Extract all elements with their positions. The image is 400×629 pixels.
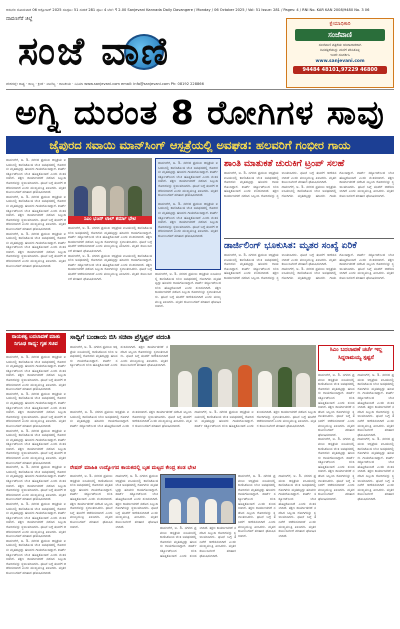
story-body <box>224 171 394 237</box>
center-story-body <box>70 345 168 407</box>
lead-story-text: ದಾವಣಗೆರೆ, ಅ. 5- ನಗರದ ಪ್ರಮುಖ ಆಸ್ಪತ್ರೆಯ ಐಸಿಯುನಲ್ಲಿ ಕಾಣಿಸಿಕೊಂಡ ಬೆಂಕಿ ಅವಘಡದಲ್ಲಿ ರೋಗಿಗಳು ಮೃತಪಟ್ಟಿದ್ದು ಹಲವರು ಗಾಯಗೊಂಡಿದ್ದಾರೆ. ಶಾರ್ಟ್ ಸರ್ಕ್ಯೂಟ್‌ನಿಂದ ಬೆಂಕಿ ಹೊತ್ತಿಕೊಂಡಿದೆ ಎಂದು ಶಂಕಿಸಲಾಗಿದೆ. ತಕ್ಷಣ ಕಾರ್ಯಾಚರಣೆ ನಡೆಸಿದ ಸಿಬ್ಬಂದಿ ರೋಗಿಗಳನ್ನು ಸ್ಥಳಾಂತರಿಸಿದರು. ಘಟನೆ ಬಗ್ಗೆ ತನಿಖೆಗೆ ಆದೇಶಿಸಲಾಗಿದೆ ಎಂದು ಮುಖ್ಯಮಂತ್ರಿ ತಿಳಿಸಿದರು. ಮೃತರ ಕುಟುಂಬಗಳಿಗೆ ಪರಿಹಾರ ಘೋಷಿಸಲಾಗಿದೆ. <box>6 231 66 268</box>
story-text: ದಾವಣಗೆರೆ, ಅ. 5- ನಗರದ ಪ್ರಮುಖ ಆಸ್ಪತ್ರೆಯ ಐಸಿಯುನಲ್ಲಿ ಕಾಣಿಸಿಕೊಂಡ ಬೆಂಕಿ ಅವಘಡದಲ್ಲಿ ರೋಗಿಗಳು ಮೃತಪಟ್ಟಿದ್ದು ಹಲವರು ಗಾಯಗೊಂಡಿದ್ದಾರೆ. ಶಾರ್ಟ್ ಸರ್ಕ್ಯೂಟ್‌ನಿಂದ ಬೆಂಕಿ ಹೊತ್ತಿಕೊಂಡಿದೆ ಎಂದು ಶಂಕಿಸಲಾಗಿದೆ. ತಕ್ಷಣ ಕಾರ್ಯಾಚರಣೆ ನಡೆಸಿದ ಸಿಬ್ಬಂದಿ ರೋಗಿಗಳನ್ನು ಸ್ಥಳಾಂತರಿಸಿದರು. ಘಟನೆ ಬಗ್ಗೆ ತನಿಖೆಗೆ ಆದೇಶಿಸಲಾಗಿದೆ ಎಂದು ಮುಖ್ಯಮಂತ್ರಿ ತಿಳಿಸಿದರು. ಮೃತರ ಕುಟುಂಬಗಳಿಗೆ ಪರಿಹಾರ ಘೋಷಿಸಲಾಗಿದೆ. <box>318 373 355 437</box>
promo-lines <box>287 43 393 58</box>
sections-subline: ದೇಶದಲ್ಲೇ ರಾಷ್ಟ್ರ · ರಾಜ್ಯ · ಕ್ರೀಡೆ · ವಾಣಿಜ್ಯ · ರಾಜಕೀಯ · ಸಿನಿಮಾ www.sanjevani.com email: info@sanjevani.com Ph: 08192 228866 <box>6 82 394 90</box>
left-red-headline: ನಾಯಕತ್ವ ಬದಲಾವಣೆ ಮಾತು ನಿಗೂಢ ಸಾಧ್ಯ: ಗೃಹ ಸಚಿವ <box>6 333 66 353</box>
story-text: ದಾವಣಗೆರೆ, ಅ. 5- ನಗರದ ಪ್ರಮುಖ ಆಸ್ಪತ್ರೆಯ ಐಸಿಯುನಲ್ಲಿ ಕಾಣಿಸಿಕೊಂಡ ಬೆಂಕಿ ಅವಘಡದಲ್ಲಿ ರೋಗಿಗಳು ಮೃತಪಟ್ಟಿದ್ದು ಹಲವರು ಗಾಯಗೊಂಡಿದ್ದಾರೆ. ಶಾರ್ಟ್ ಸರ್ಕ್ಯೂಟ್‌ನಿಂದ ಬೆಂಕಿ ಹೊತ್ತಿಕೊಂಡಿದೆ ಎಂದು ಶಂಕಿಸಲಾಗಿದೆ. ತಕ್ಷಣ ಕಾರ್ಯಾಚರಣೆ ನಡೆಸಿದ ಸಿಬ್ಬಂದಿ ರೋಗಿಗಳನ್ನು ಸ್ಥಳಾಂತರಿಸಿದರು. ಘಟನೆ ಬಗ್ಗೆ ತನಿಖೆಗೆ ಆದೇಶಿಸಲಾಗಿದೆ ಎಂದು ಮುಖ್ಯಮಂತ್ರಿ ತಿಳಿಸಿದರು. ಮೃತರ ಕುಟುಂಬಗಳಿಗೆ ಪರಿಹಾರ ಘೋಷಿಸಲಾಗಿದೆ. <box>155 272 221 309</box>
story-text: ದಾವಣಗೆರೆ, ಅ. 5- ನಗರದ ಪ್ರಮುಖ ಆಸ್ಪತ್ರೆಯ ಐಸಿಯುನಲ್ಲಿ ಕಾಣಿಸಿಕೊಂಡ ಬೆಂಕಿ ಅವಘಡದಲ್ಲಿ ರೋಗಿಗಳು ಮೃತಪಟ್ಟಿದ್ದು ಹಲವರು ಗಾಯಗೊಂಡಿದ್ದಾರೆ. ಶಾರ್ಟ್ ಸರ್ಕ್ಯೂಟ್‌ನಿಂದ ಬೆಂಕಿ ಹೊತ್ತಿಕೊಂಡಿದೆ ಎಂದು ಶಂಕಿಸಲಾಗಿದೆ. ತಕ್ಷಣ ಕಾರ್ಯಾಚರಣೆ ನಡೆಸಿದ ಸಿಬ್ಬಂದಿ ರೋಗಿಗಳನ್ನು ಸ್ಥಳಾಂತರಿಸಿದರು. ಘಟನೆ ಬಗ್ಗೆ ತನಿಖೆಗೆ ಆದೇಶಿಸಲಾಗಿದೆ ಎಂದು ಮುಖ್ಯಮಂತ್ರಿ ತಿಳಿಸಿದರು. ಮೃತರ ಕುಟುಂಬಗಳಿಗೆ ಪರಿಹಾರ ಘೋಷಿಸಲಾಗಿದೆ. <box>6 428 66 465</box>
story-headline: ರೇಷನ್ ಮಾಹಿತಿ ಉದ್ಯೋಗದ ಕಾಯಕದಲ್ಲಿ ಬೃಹ ಮಟ್ಟದ ಕೇಂದ್ರ ತಂಡ ಭೇಟಿ <box>70 465 197 471</box>
story-headline: ಡಾರ್ಜಿಲಿಂಗ್ ಭೂಕುಸಿತ: ಮೃತರ ಸಂಖ್ಯೆ ಏರಿಕೆ <box>224 241 357 251</box>
story-text: ದಾವಣಗೆರೆ, ಅ. 5- ನಗರದ ಪ್ರಮುಖ ಆಸ್ಪತ್ರೆಯ ಐಸಿಯುನಲ್ಲಿ ಕಾಣಿಸಿಕೊಂಡ ಬೆಂಕಿ ಅವಘಡದಲ್ಲಿ ರೋಗಿಗಳು ಮೃತಪಟ್ಟಿದ್ದು ಹಲವರು ಗಾಯಗೊಂಡಿದ್ದಾರೆ. ಶಾರ್ಟ್ ಸರ್ಕ್ಯೂಟ್‌ನಿಂದ ಬೆಂಕಿ ಹೊತ್ತಿಕೊಂಡಿದೆ ಎಂದು ಶಂಕಿಸಲಾಗಿದೆ. ತಕ್ಷಣ ಕಾರ್ಯಾಚರಣೆ ನಡೆಸಿದ ಸಿಬ್ಬಂದಿ ರೋಗಿಗಳನ್ನು ಸ್ಥಳಾಂತರಿಸಿದರು. ಘಟನೆ ಬಗ್ಗೆ ತನಿಖೆಗೆ ಆದೇಶಿಸಲಾಗಿದೆ ಎಂದು ಮುಖ್ಯಮಂತ್ರಿ ತಿಳಿಸಿದರು. ಮೃತರ ಕುಟುಂಬಗಳಿಗೆ ಪರಿಹಾರ ಘೋಷಿಸಲಾಗಿದೆ. <box>70 345 168 368</box>
promo-line: ಸಂಜೆವಾಣಿ ಪತ್ರಿಕೆಯ ಚಂದಾದಾರರಾಗಿ <box>318 43 362 47</box>
story-text: ದಾವಣಗೆರೆ, ಅ. 5- ನಗರದ ಪ್ರಮುಖ ಆಸ್ಪತ್ರೆಯ ಐಸಿಯುನಲ್ಲಿ ಕಾಣಿಸಿಕೊಂಡ ಬೆಂಕಿ ಅವಘಡದಲ್ಲಿ ರೋಗಿಗಳು ಮೃತಪಟ್ಟಿದ್ದು ಹಲವರು ಗಾಯಗೊಂಡಿದ್ದಾರೆ. ಶಾರ್ಟ್ ಸರ್ಕ್ಯೂಟ್‌ನಿಂದ ಬೆಂಕಿ ಹೊತ್ತಿಕೊಂಡಿದೆ ಎಂದು ಶಂಕಿಸಲಾಗಿದೆ. ತಕ್ಷಣ ಕಾರ್ಯಾಚರಣೆ ನಡೆಸಿದ ಸಿಬ್ಬಂದಿ ರೋಗಿಗಳನ್ನು ಸ್ಥಳಾಂತರಿಸಿದರು. ಘಟನೆ ಬಗ್ಗೆ ತನಿಖೆಗೆ ಆದೇಶಿಸಲಾಗಿದೆ ಎಂದು ಮುಖ್ಯಮಂತ್ರಿ ತಿಳಿಸಿದರು. ಮೃತರ ಕುಟುಂಬಗಳಿಗೆ ಪರಿಹಾರ ಘೋಷಿಸಲಾಗಿದೆ. <box>6 502 66 539</box>
logo-text: ಸಂಜೆ ವಾಣಿ <box>18 28 171 73</box>
center-banner-headline: ಸಾಧ್ವಿಗೆ ಬಂಡಾಯ ಬಿಸಿ ಸಚಿವಾ ಪ್ರೆಸ್ಕ್ರಿಪ್ಷನ್ ವದಂತಿ <box>70 334 171 341</box>
story-text: ದಾವಣಗೆರೆ, ಅ. 5- ನಗರದ ಪ್ರಮುಖ ಆಸ್ಪತ್ರೆಯ ಐಸಿಯುನಲ್ಲಿ ಕಾಣಿಸಿಕೊಂಡ ಬೆಂಕಿ ಅವಘಡದಲ್ಲಿ ರೋಗಿಗಳು ಮೃತಪಟ್ಟಿದ್ದು ಹಲವರು ಗಾಯಗೊಂಡಿದ್ದಾರೆ. ಶಾರ್ಟ್ ಸರ್ಕ್ಯೂಟ್‌ನಿಂದ ಬೆಂಕಿ ಹೊತ್ತಿಕೊಂಡಿದೆ ಎಂದು ಶಂಕಿಸಲಾಗಿದೆ. ತಕ್ಷಣ ಕಾರ್ಯಾಚರಣೆ ನಡೆಸಿದ ಸಿಬ್ಬಂದಿ ರೋಗಿಗಳನ್ನು ಸ್ಥಳಾಂತರಿಸಿದರು. ಘಟನೆ ಬಗ್ಗೆ ತನಿಖೆಗೆ ಆದೇಶಿಸಲಾಗಿದೆ ಎಂದು ಮುಖ್ಯಮಂತ್ರಿ ತಿಳಿಸಿದರು. ಮೃತರ ಕುಟುಂಬಗಳಿಗೆ ಪರಿಹಾರ ಘೋಷಿಸಲಾಗಿದೆ. <box>224 171 337 198</box>
lead-story-column <box>6 158 66 328</box>
column-text <box>155 272 221 328</box>
story-text: ದಾವಣಗೆರೆ, ಅ. 5- ನಗರದ ಪ್ರಮುಖ ಆಸ್ಪತ್ರೆಯ ಐಸಿಯುನಲ್ಲಿ ಕಾಣಿಸಿಕೊಂಡ ಬೆಂಕಿ ಅವಘಡದಲ್ಲಿ ರೋಗಿಗಳು ಮೃತಪಟ್ಟಿದ್ದು ಹಲವರು ಗಾಯಗೊಂಡಿದ್ದಾರೆ. ಶಾರ್ಟ್ ಸರ್ಕ್ಯೂಟ್‌ನಿಂದ ಬೆಂಕಿ ಹೊತ್ತಿಕೊಂಡಿದೆ ಎಂದು ಶಂಕಿಸಲಾಗಿದೆ. ತಕ್ಷಣ ಕಾರ್ಯಾಚರಣೆ ನಡೆಸಿದ ಸಿಬ್ಬಂದಿ ರೋಗಿಗಳನ್ನು ಸ್ಥಳಾಂತರಿಸಿದರು. ಘಟನೆ ಬಗ್ಗೆ ತನಿಖೆಗೆ ಆದೇಶಿಸಲಾಗಿದೆ ಎಂದು ಮುಖ್ಯಮಂತ್ರಿ ತಿಳಿಸಿದರು. ಮೃತರ ಕುಟುಂಬಗಳಿಗೆ ಪರಿಹಾರ ಘೋಷಿಸಲಾಗಿದೆ. <box>278 474 316 538</box>
story-text: ದಾವಣಗೆರೆ, ಅ. 5- ನಗರದ ಪ್ರಮುಖ ಆಸ್ಪತ್ರೆಯ ಐಸಿಯುನಲ್ಲಿ ಕಾಣಿಸಿಕೊಂಡ ಬೆಂಕಿ ಅವಘಡದಲ್ಲಿ ರೋಗಿಗಳು ಮೃತಪಟ್ಟಿದ್ದು ಹಲವರು ಗಾಯಗೊಂಡಿದ್ದಾರೆ. ಶಾರ್ಟ್ ಸರ್ಕ್ಯೂಟ್‌ನಿಂದ ಬೆಂಕಿ ಹೊತ್ತಿಕೊಂಡಿದೆ ಎಂದು ಶಂಕಿಸಲಾಗಿದೆ. ತಕ್ಷಣ ಕಾರ್ಯಾಚರಣೆ ನಡೆಸಿದ ಸಿಬ್ಬಂದಿ ರೋಗಿಗಳನ್ನು ಸ್ಥಳಾಂತರಿಸಿದರು. ಘಟನೆ ಬಗ್ಗೆ ತನಿಖೆಗೆ ಆದೇಶಿಸಲಾಗಿದೆ ಎಂದು ಮುಖ್ಯಮಂತ್ರಿ ತಿಳಿಸಿದರು. ಮೃತರ ಕುಟುಂಬಗಳಿಗೆ ಪರಿಹಾರ ಘೋಷಿಸಲಾಗಿದೆ. <box>6 391 66 428</box>
story-body <box>224 253 394 329</box>
story-text: ದಾವಣಗೆರೆ, ಅ. 5- ನಗರದ ಪ್ರಮುಖ ಆಸ್ಪತ್ರೆಯ ಐಸಿಯುನಲ್ಲಿ ಕಾಣಿಸಿಕೊಂಡ ಬೆಂಕಿ ಅವಘಡದಲ್ಲಿ ರೋಗಿಗಳು ಮೃತಪಟ್ಟಿದ್ದು ಹಲವರು ಗಾಯಗೊಂಡಿದ್ದಾರೆ. ಶಾರ್ಟ್ ಸರ್ಕ್ಯೂಟ್‌ನಿಂದ ಬೆಂಕಿ ಹೊತ್ತಿಕೊಂಡಿದೆ ಎಂದು ಶಂಕಿಸಲಾಗಿದೆ. ತಕ್ಷಣ ಕಾರ್ಯಾಚರಣೆ ನಡೆಸಿದ ಸಿಬ್ಬಂದಿ ರೋಗಿಗಳನ್ನು ಸ್ಥಳಾಂತರಿಸಿದರು. ಘಟನೆ ಬಗ್ಗೆ ತನಿಖೆಗೆ ಆದೇಶಿಸಲಾಗಿದೆ ಎಂದು ಮುಖ್ಯಮಂತ್ರಿ ತಿಳಿಸಿದರು. ಮೃತರ ಕುಟುಂಬಗಳಿಗೆ ಪರಿಹಾರ ಘೋಷಿಸಲಾಗಿದೆ. <box>357 373 394 437</box>
lead-story-text: ದಾವಣಗೆರೆ, ಅ. 5- ನಗರದ ಪ್ರಮುಖ ಆಸ್ಪತ್ರೆಯ ಐಸಿಯುನಲ್ಲಿ ಕಾಣಿಸಿಕೊಂಡ ಬೆಂಕಿ ಅವಘಡದಲ್ಲಿ ರೋಗಿಗಳು ಮೃತಪಟ್ಟಿದ್ದು ಹಲವರು ಗಾಯಗೊಂಡಿದ್ದಾರೆ. ಶಾರ್ಟ್ ಸರ್ಕ್ಯೂಟ್‌ನಿಂದ ಬೆಂಕಿ ಹೊತ್ತಿಕೊಂಡಿದೆ ಎಂದು ಶಂಕಿಸಲಾಗಿದೆ. ತಕ್ಷಣ ಕಾರ್ಯಾಚರಣೆ ನಡೆಸಿದ ಸಿಬ್ಬಂದಿ ರೋಗಿಗಳನ್ನು ಸ್ಥಳಾಂತರಿಸಿದರು. ಘಟನೆ ಬಗ್ಗೆ ತನಿಖೆಗೆ ಆದೇಶಿಸಲಾಗಿದೆ ಎಂದು ಮುಖ್ಯಮಂತ್ರಿ ತಿಳಿಸಿದರು. ಮೃತರ ಕುಟುಂಬಗಳಿಗೆ ಪರಿಹಾರ ಘೋಷಿಸಲಾಗಿದೆ. <box>6 158 66 195</box>
story-text: ದಾವಣಗೆರೆ, ಅ. 5- ನಗರದ ಪ್ರಮುಖ ಆಸ್ಪತ್ರೆಯ ಐಸಿಯುನಲ್ಲಿ ಕಾಣಿಸಿಕೊಂಡ ಬೆಂಕಿ ಅವಘಡದಲ್ಲಿ ರೋಗಿಗಳು ಮೃತಪಟ್ಟಿದ್ದು ಹಲವರು ಗಾಯಗೊಂಡಿದ್ದಾರೆ. ಶಾರ್ಟ್ ಸರ್ಕ್ಯೂಟ್‌ನಿಂದ ಬೆಂಕಿ ಹೊತ್ತಿಕೊಂಡಿದೆ ಎಂದು ಶಂಕಿಸಲಾಗಿದೆ. ತಕ್ಷಣ ಕಾರ್ಯಾಚರಣೆ ನಡೆಸಿದ ಸಿಬ್ಬಂದಿ ರೋಗಿಗಳನ್ನು ಸ್ಥಳಾಂತರಿಸಿದರು. ಘಟನೆ ಬಗ್ಗೆ ತನಿಖೆಗೆ ಆದೇಶಿಸಲಾಗಿದೆ ಎಂದು ಮುಖ್ಯಮಂತ್ರಿ ತಿಳಿಸಿದರು. ಮೃತರ ಕುಟುಂಬಗಳಿಗೆ ಪರಿಹಾರ ಘೋಷಿಸಲಾಗಿದೆ. <box>281 253 394 280</box>
story-text: ದಾವಣಗೆರೆ, ಅ. 5- ನಗರದ ಪ್ರಮುಖ ಆಸ್ಪತ್ರೆಯ ಐಸಿಯುನಲ್ಲಿ ಕಾಣಿಸಿಕೊಂಡ ಬೆಂಕಿ ಅವಘಡದಲ್ಲಿ ರೋಗಿಗಳು ಮೃತಪಟ್ಟಿದ್ದು ಹಲವರು ಗಾಯಗೊಂಡಿದ್ದಾರೆ. ಶಾರ್ಟ್ ಸರ್ಕ್ಯೂಟ್‌ನಿಂದ ಬೆಂಕಿ ಹೊತ್ತಿಕೊಂಡಿದೆ ಎಂದು ಶಂಕಿಸಲಾಗಿದೆ. ತಕ್ಷಣ ಕಾರ್ಯಾಚರಣೆ ನಡೆಸಿದ ಸಿಬ್ಬಂದಿ ರೋಗಿಗಳನ್ನು ಸ್ಥಳಾಂತರಿಸಿದರು. ಘಟನೆ ಬಗ್ಗೆ ತನಿಖೆಗೆ ಆದೇಶಿಸಲಾಗಿದೆ ಎಂದು ಮುಖ್ಯಮಂತ್ರಿ ತಿಳಿಸಿದರು. ಮೃತರ ಕುಟುಂಬಗಳಿಗೆ ಪರಿಹಾರ ಘೋಷಿಸಲಾಗಿದೆ. <box>318 437 355 502</box>
lead-photo <box>68 158 152 216</box>
promo-head: ಕ್ಷೇಮಾಧಿಕಾರಿ <box>329 21 351 27</box>
lead-photo-caption: ಸಿಎಂ ಭಜನ್ ಲಾಲ್ ಶರ್ಮಾ ಭೇಟಿ <box>68 216 152 224</box>
story-text: ದಾವಣಗೆರೆ, ಅ. 5- ನಗರದ ಪ್ರಮುಖ ಆಸ್ಪತ್ರೆಯ ಐಸಿಯುನಲ್ಲಿ ಕಾಣಿಸಿಕೊಂಡ ಬೆಂಕಿ ಅವಘಡದಲ್ಲಿ ರೋಗಿಗಳು ಮೃತಪಟ್ಟಿದ್ದು ಹಲವರು ಗಾಯಗೊಂಡಿದ್ದಾರೆ. ಶಾರ್ಟ್ ಸರ್ಕ್ಯೂಟ್‌ನಿಂದ ಬೆಂಕಿ ಹೊತ್ತಿಕೊಂಡಿದೆ ಎಂದು ಶಂಕಿಸಲಾಗಿದೆ. ತಕ್ಷಣ ಕಾರ್ಯಾಚರಣೆ ನಡೆಸಿದ ಸಿಬ್ಬಂದಿ ರೋಗಿಗಳನ್ನು ಸ್ಥಳಾಂತರಿಸಿದರು. ಘಟನೆ ಬಗ್ಗೆ ತನಿಖೆಗೆ ಆದೇಶಿಸಲಾಗಿದೆ ಎಂದು ಮುಖ್ಯಮಂತ್ರಿ ತಿಳಿಸಿದರು. ಮೃತರ ಕುಟುಂಬಗಳಿಗೆ ಪರಿಹಾರ ಘೋಷಿಸಲಾಗಿದೆ. <box>6 355 66 392</box>
story-text: ದಾವಣಗೆರೆ, ಅ. 5- ನಗರದ ಪ್ರಮುಖ ಆಸ್ಪತ್ರೆಯ ಐಸಿಯುನಲ್ಲಿ ಕಾಣಿಸಿಕೊಂಡ ಬೆಂಕಿ ಅವಘಡದಲ್ಲಿ ರೋಗಿಗಳು ಮೃತಪಟ್ಟಿದ್ದು ಹಲವರು ಗಾಯಗೊಂಡಿದ್ದಾರೆ. ಶಾರ್ಟ್ ಸರ್ಕ್ಯೂಟ್‌ನಿಂದ ಬೆಂಕಿ ಹೊತ್ತಿಕೊಂಡಿದೆ ಎಂದು ಶಂಕಿಸಲಾಗಿದೆ. ತಕ್ಷಣ ಕಾರ್ಯಾಚರಣೆ ನಡೆಸಿದ ಸಿಬ್ಬಂದಿ ರೋಗಿಗಳನ್ನು ಸ್ಥಳಾಂತರಿಸಿದರು. ಘಟನೆ ಬಗ್ಗೆ ತನಿಖೆಗೆ ಆದೇಶಿಸಲಾಗಿದೆ ಎಂದು ಮುಖ್ಯಮಂತ್ರಿ ತಿಳಿಸಿದರು. ಮೃತರ ಕುಟುಂಬಗಳಿಗೆ ಪರಿಹಾರ ಘೋಷಿಸಲಾಗಿದೆ. <box>194 410 316 428</box>
story-text: ದಾವಣಗೆರೆ, ಅ. 5- ನಗರದ ಪ್ರಮುಖ ಆಸ್ಪತ್ರೆಯ ಐಸಿಯುನಲ್ಲಿ ಕಾಣಿಸಿಕೊಂಡ ಬೆಂಕಿ ಅವಘಡದಲ್ಲಿ ರೋಗಿಗಳು ಮೃತಪಟ್ಟಿದ್ದು ಹಲವರು ಗಾಯಗೊಂಡಿದ್ದಾರೆ. ಶಾರ್ಟ್ ಸರ್ಕ್ಯೂಟ್‌ನಿಂದ ಬೆಂಕಿ ಹೊತ್ತಿಕೊಂಡಿದೆ ಎಂದು ಶಂಕಿಸಲಾಗಿದೆ. ತಕ್ಷಣ ಕಾರ್ಯಾಚರಣೆ ನಡೆಸಿದ ಸಿಬ್ಬಂದಿ ರೋಗಿಗಳನ್ನು ಸ್ಥಳಾಂತರಿಸಿದರು. ಘಟನೆ ಬಗ್ಗೆ ತನಿಖೆಗೆ ಆದೇಶಿಸಲಾಗಿದೆ ಎಂದು ಮುಖ್ಯಮಂತ್ರಿ ತಿಳಿಸಿದರು. ಮೃತರ ಕುಟುಂಬಗಳಿಗೆ ಪರಿಹಾರ ಘೋಷಿಸಲಾಗಿದೆ. <box>6 538 66 575</box>
lead-headline: ಅಗ್ನಿ ದುರಂತ 8 ರೋಗಿಗಳ ಸಾವು <box>15 93 385 132</box>
story-text: ದಾವಣಗೆರೆ, ಅ. 5- ನಗರದ ಪ್ರಮುಖ ಆಸ್ಪತ್ರೆಯ ಐಸಿಯುನಲ್ಲಿ ಕಾಣಿಸಿಕೊಂಡ ಬೆಂಕಿ ಅವಘಡದಲ್ಲಿ ರೋಗಿಗಳು ಮೃತಪಟ್ಟಿದ್ದು ಹಲವರು ಗಾಯಗೊಂಡಿದ್ದಾರೆ. ಶಾರ್ಟ್ ಸರ್ಕ್ಯೂಟ್‌ನಿಂದ ಬೆಂಕಿ ಹೊತ್ತಿಕೊಂಡಿದೆ ಎಂದು ಶಂಕಿಸಲಾಗಿದೆ. ತಕ್ಷಣ ಕಾರ್ಯಾಚರಣೆ ನಡೆಸಿದ ಸಿಬ್ಬಂದಿ ರೋಗಿಗಳನ್ನು ಸ್ಥಳಾಂತರಿಸಿದರು. ಘಟನೆ ಬಗ್ಗೆ ತನಿಖೆಗೆ ಆದೇಶಿಸಲಾಗಿದೆ ಎಂದು ಮುಖ್ಯಮಂತ್ರಿ ತಿಳಿಸಿದರು. ಮೃತರ ಕುಟುಂಬಗಳಿಗೆ ಪರಿಹಾರ ಘೋಷಿಸಲಾಗಿದೆ. <box>70 474 113 529</box>
promo-line: ದಿನಪತ್ರಿಕೆಯನ್ನು ಮನೆಗೆ ತರಿಸಿಕೊಳ್ಳಿ <box>320 48 360 52</box>
subscription-promo <box>286 18 394 88</box>
issue-info-strip: ಆಸುನೆಲ ಸೋಮವಾರ 06 ಅಕ್ಟೋಬರ್ 2025 ಸಂಪುಟ: 51 ಸಂಚಿಕೆ 281 ಪುಟ: 4 ಬೆಲೆ: ₹ 2.00 Sanjevani Kannada Daily Davangere / Monday / 06 October 2025 / Vol: 51 Issue: 281 / Pages: 4 / RNI No. KAR KAN 2008/9480 No. 3 06 <box>6 8 370 12</box>
promo-logo: ಸಂಜೆವಾಣಿ <box>295 29 385 41</box>
left-column <box>6 355 66 623</box>
lower-story-body <box>70 474 158 624</box>
info-box-text: ದಾವಣಗೆರೆ, ಅ. 5- ನಗರದ ಪ್ರಮುಖ ಆಸ್ಪತ್ರೆಯ ಐಸಿಯುನಲ್ಲಿ ಕಾಣಿಸಿಕೊಂಡ ಬೆಂಕಿ ಅವಘಡದಲ್ಲಿ ರೋಗಿಗಳು ಮೃತಪಟ್ಟಿದ್ದು ಹಲವರು ಗಾಯಗೊಂಡಿದ್ದಾರೆ. ಶಾರ್ಟ್ ಸರ್ಕ್ಯೂಟ್‌ನಿಂದ ಬೆಂಕಿ ಹೊತ್ತಿಕೊಂಡಿದೆ ಎಂದು ಶಂಕಿಸಲಾಗಿದೆ. ತಕ್ಷಣ ಕಾರ್ಯಾಚರಣೆ ನಡೆಸಿದ ಸಿಬ್ಬಂದಿ ರೋಗಿಗಳನ್ನು ಸ್ಥಳಾಂತರಿಸಿದರು. ಘಟನೆ ಬಗ್ಗೆ ತನಿಖೆಗೆ ಆದೇಶಿಸಲಾಗಿದೆ ಎಂದು ಮುಖ್ಯಮಂತ್ರಿ ತಿಳಿಸಿದರು. ಮೃತರ ಕುಟುಂಬಗಳಿಗೆ ಪರಿಹಾರ ಘೋಷಿಸಲಾಗಿದೆ. <box>158 161 218 198</box>
story-text: ದಾವಣಗೆರೆ, ಅ. 5- ನಗರದ ಪ್ರಮುಖ ಆಸ್ಪತ್ರೆಯ ಐಸಿಯುನಲ್ಲಿ ಕಾಣಿಸಿಕೊಂಡ ಬೆಂಕಿ ಅವಘಡದಲ್ಲಿ ರೋಗಿಗಳು ಮೃತಪಟ್ಟಿದ್ದು ಹಲವರು ಗಾಯಗೊಂಡಿದ್ದಾರೆ. ಶಾರ್ಟ್ ಸರ್ಕ್ಯೂಟ್‌ನಿಂದ ಬೆಂಕಿ ಹೊತ್ತಿಕೊಂಡಿದೆ ಎಂದು ಶಂಕಿಸಲಾಗಿದೆ. ತಕ್ಷಣ ಕಾರ್ಯಾಚರಣೆ ನಡೆಸಿದ ಸಿಬ್ಬಂದಿ ರೋಗಿಗಳನ್ನು ಸ್ಥಳಾಂತರಿಸಿದರು. ಘಟನೆ ಬಗ್ಗೆ ತನಿಖೆಗೆ ಆದೇಶಿಸಲಾಗಿದೆ ಎಂದು ಮುಖ್ಯಮಂತ್ರಿ ತಿಳಿಸಿದರು. ಮೃತರ ಕುಟುಂಬಗಳಿಗೆ ಪರಿಹಾರ ಘೋಷಿಸಲಾಗಿದೆ. <box>68 253 152 281</box>
masthead <box>6 16 394 76</box>
promo-website: www.sanjevani.com <box>315 59 365 64</box>
tagline: ದಾವಣಗೆರೆ ಜಿಲ್ಲೆ <box>6 16 33 22</box>
lower-story-body <box>238 474 316 624</box>
center-story-continued <box>70 410 316 462</box>
story-text: ದಾವಣಗೆರೆ, ಅ. 5- ನಗರದ ಪ್ರಮುಖ ಆಸ್ಪತ್ರೆಯ ಐಸಿಯುನಲ್ಲಿ ಕಾಣಿಸಿಕೊಂಡ ಬೆಂಕಿ ಅವಘಡದಲ್ಲಿ ರೋಗಿಗಳು ಮೃತಪಟ್ಟಿದ್ದು ಹಲವರು ಗಾಯಗೊಂಡಿದ್ದಾರೆ. ಶಾರ್ಟ್ ಸರ್ಕ್ಯೂಟ್‌ನಿಂದ ಬೆಂಕಿ ಹೊತ್ತಿಕೊಂಡಿದೆ ಎಂದು ಶಂಕಿಸಲಾಗಿದೆ. ತಕ್ಷಣ ಕಾರ್ಯಾಚರಣೆ ನಡೆಸಿದ ಸಿಬ್ಬಂದಿ ರೋಗಿಗಳನ್ನು ಸ್ಥಳಾಂತರಿಸಿದರು. ಘಟನೆ ಬಗ್ಗೆ ತನಿಖೆಗೆ ಆದೇಶಿಸಲಾಗಿದೆ ಎಂದು ಮುಖ್ಯಮಂತ್ರಿ ತಿಳಿಸಿದರು. ಮೃತರ ಕುಟುಂಬಗಳಿಗೆ ಪರಿಹಾರ ಘೋಷಿಸಲಾಗಿದೆ. <box>281 171 394 198</box>
story-text: ದಾವಣಗೆರೆ, ಅ. 5- ನಗರದ ಪ್ರಮುಖ ಆಸ್ಪತ್ರೆಯ ಐಸಿಯುನಲ್ಲಿ ಕಾಣಿಸಿಕೊಂಡ ಬೆಂಕಿ ಅವಘಡದಲ್ಲಿ ರೋಗಿಗಳು ಮೃತಪಟ್ಟಿದ್ದು ಹಲವರು ಗಾಯಗೊಂಡಿದ್ದಾರೆ. ಶಾರ್ಟ್ ಸರ್ಕ್ಯೂಟ್‌ನಿಂದ ಬೆಂಕಿ ಹೊತ್ತಿಕೊಂಡಿದೆ ಎಂದು ಶಂಕಿಸಲಾಗಿದೆ. ತಕ್ಷಣ ಕಾರ್ಯಾಚರಣೆ ನಡೆಸಿದ ಸಿಬ್ಬಂದಿ ರೋಗಿಗಳನ್ನು ಸ್ಥಳಾಂತರಿಸಿದರು. ಘಟನೆ ಬಗ್ಗೆ ತನಿಖೆಗೆ ಆದೇಶಿಸಲಾಗಿದೆ ಎಂದು ಮುಖ್ಯಮಂತ್ರಿ ತಿಳಿಸಿದರು. ಮೃತರ ಕುಟುಂಬಗಳಿಗೆ ಪರಿಹಾರ ಘೋಷಿಸಲಾಗಿದೆ. <box>238 474 276 538</box>
promo-line: ಇಂದೇ ಸಂಪರ್ಕಿಸಿ <box>330 53 350 57</box>
story-text: ದಾವಣಗೆರೆ, ಅ. 5- ನಗರದ ಪ್ರಮುಖ ಆಸ್ಪತ್ರೆಯ ಐಸಿಯುನಲ್ಲಿ ಕಾಣಿಸಿಕೊಂಡ ಬೆಂಕಿ ಅವಘಡದಲ್ಲಿ ರೋಗಿಗಳು ಮೃತಪಟ್ಟಿದ್ದು ಹಲವರು ಗಾಯಗೊಂಡಿದ್ದಾರೆ. ಶಾರ್ಟ್ ಸರ್ಕ್ಯೂಟ್‌ನಿಂದ ಬೆಂಕಿ ಹೊತ್ತಿಕೊಂಡಿದೆ ಎಂದು ಶಂಕಿಸಲಾಗಿದೆ. ತಕ್ಷಣ ಕಾರ್ಯಾಚರಣೆ ನಡೆಸಿದ ಸಿಬ್ಬಂದಿ ರೋಗಿಗಳನ್ನು ಸ್ಥಳಾಂತರಿಸಿದರು. ಘಟನೆ ಬಗ್ಗೆ ತನಿಖೆಗೆ ಆದೇಶಿಸಲಾಗಿದೆ ಎಂದು ಮುಖ್ಯಮಂತ್ರಿ ತಿಳಿಸಿದರು. ಮೃತರ ಕುಟುಂಬಗಳಿಗೆ ಪರಿಹಾರ ಘೋಷಿಸಲಾಗಿದೆ. <box>70 410 192 428</box>
lower-story-body <box>160 526 236 624</box>
story-text: ದಾವಣಗೆರೆ, ಅ. 5- ನಗರದ ಪ್ರಮುಖ ಆಸ್ಪತ್ರೆಯ ಐಸಿಯುನಲ್ಲಿ ಕಾಣಿಸಿಕೊಂಡ ಬೆಂಕಿ ಅವಘಡದಲ್ಲಿ ರೋಗಿಗಳು ಮೃತಪಟ್ಟಿದ್ದು ಹಲವರು ಗಾಯಗೊಂಡಿದ್ದಾರೆ. ಶಾರ್ಟ್ ಸರ್ಕ್ಯೂಟ್‌ನಿಂದ ಬೆಂಕಿ ಹೊತ್ತಿಕೊಂಡಿದೆ ಎಂದು ಶಂಕಿಸಲಾಗಿದೆ. ತಕ್ಷಣ ಕಾರ್ಯಾಚರಣೆ ನಡೆಸಿದ ಸಿಬ್ಬಂದಿ ರೋಗಿಗಳನ್ನು ಸ್ಥಳಾಂತರಿಸಿದರು. ಘಟನೆ ಬಗ್ಗೆ ತನಿಖೆಗೆ ಆದೇಶಿಸಲಾಗಿದೆ ಎಂದು ಮುಖ್ಯಮಂತ್ರಿ ತಿಳಿಸಿದರು. ಮೃತರ ಕುಟುಂಬಗಳಿಗೆ ಪರಿಹಾರ ಘೋಷಿಸಲಾಗಿದೆ. <box>68 226 152 253</box>
right-column <box>318 373 394 623</box>
lead-story-text: ದಾವಣಗೆರೆ, ಅ. 5- ನಗರದ ಪ್ರಮುಖ ಆಸ್ಪತ್ರೆಯ ಐಸಿಯುನಲ್ಲಿ ಕಾಣಿಸಿಕೊಂಡ ಬೆಂಕಿ ಅವಘಡದಲ್ಲಿ ರೋಗಿಗಳು ಮೃತಪಟ್ಟಿದ್ದು ಹಲವರು ಗಾಯಗೊಂಡಿದ್ದಾರೆ. ಶಾರ್ಟ್ ಸರ್ಕ್ಯೂಟ್‌ನಿಂದ ಬೆಂಕಿ ಹೊತ್ತಿಕೊಂಡಿದೆ ಎಂದು ಶಂಕಿಸಲಾಗಿದೆ. ತಕ್ಷಣ ಕಾರ್ಯಾಚರಣೆ ನಡೆಸಿದ ಸಿಬ್ಬಂದಿ ರೋಗಿಗಳನ್ನು ಸ್ಥಳಾಂತರಿಸಿದರು. ಘಟನೆ ಬಗ್ಗೆ ತನಿಖೆಗೆ ಆದೇಶಿಸಲಾಗಿದೆ ಎಂದು ಮುಖ್ಯಮಂತ್ರಿ ತಿಳಿಸಿದರು. ಮೃತರ ಕುಟುಂಬಗಳಿಗೆ ಪರಿಹಾರ ಘೋಷಿಸಲಾಗಿದೆ. <box>6 194 66 231</box>
info-box <box>155 158 221 270</box>
lead-sub-headline: ಜೈಪುರದ ಸವಾಯಿ ಮಾನ್‌ಸಿಂಗ್ ಆಸ್ಪತ್ರೆಯಲ್ಲಿ ಅವಘಡ: ಹಲವರಿಗೆ ಗಂಭೀರ ಗಾಯ <box>6 136 394 154</box>
story-headline: ಶಾಂತಿ ಮಾತುಕತೆ ಚುರುಕಿಗೆ ಟ್ರಂಪ್ ಸಲಹೆ <box>224 159 345 169</box>
right-boxed-headline: ಸಿಎಂ ಬದಲಾವಣೆ ಚರ್ಚೆ ಇಲ್ಲ ಸಿದ್ದರಾಮಯ್ಯ ಸ್ಪಷ್ಟನೆ <box>318 345 394 371</box>
story-text: ದಾವಣಗೆರೆ, ಅ. 5- ನಗರದ ಪ್ರಮುಖ ಆಸ್ಪತ್ರೆಯ ಐಸಿಯುನಲ್ಲಿ ಕಾಣಿಸಿಕೊಂಡ ಬೆಂಕಿ ಅವಘಡದಲ್ಲಿ ರೋಗಿಗಳು ಮೃತಪಟ್ಟಿದ್ದು ಹಲವರು ಗಾಯಗೊಂಡಿದ್ದಾರೆ. ಶಾರ್ಟ್ ಸರ್ಕ್ಯೂಟ್‌ನಿಂದ ಬೆಂಕಿ ಹೊತ್ತಿಕೊಂಡಿದೆ ಎಂದು ಶಂಕಿಸಲಾಗಿದೆ. ತಕ್ಷಣ ಕಾರ್ಯಾಚರಣೆ ನಡೆಸಿದ ಸಿಬ್ಬಂದಿ ರೋಗಿಗಳನ್ನು ಸ್ಥಳಾಂತರಿಸಿದರು. ಘಟನೆ ಬಗ್ಗೆ ತನಿಖೆಗೆ ಆದೇಶಿಸಲಾಗಿದೆ ಎಂದು ಮುಖ್ಯಮಂತ್ರಿ ತಿಳಿಸಿದರು. ಮೃತರ ಕುಟುಂಬಗಳಿಗೆ ಪರಿಹಾರ ಘೋಷಿಸಲಾಗಿದೆ. <box>160 526 236 558</box>
lower-photo <box>160 474 236 524</box>
story-text: ದಾವಣಗೆರೆ, ಅ. 5- ನಗರದ ಪ್ರಮುಖ ಆಸ್ಪತ್ರೆಯ ಐಸಿಯುನಲ್ಲಿ ಕಾಣಿಸಿಕೊಂಡ ಬೆಂಕಿ ಅವಘಡದಲ್ಲಿ ರೋಗಿಗಳು ಮೃತಪಟ್ಟಿದ್ದು ಹಲವರು ಗಾಯಗೊಂಡಿದ್ದಾರೆ. ಶಾರ್ಟ್ ಸರ್ಕ್ಯೂಟ್‌ನಿಂದ ಬೆಂಕಿ ಹೊತ್ತಿಕೊಂಡಿದೆ ಎಂದು ಶಂಕಿಸಲಾಗಿದೆ. ತಕ್ಷಣ ಕಾರ್ಯಾಚರಣೆ ನಡೆಸಿದ ಸಿಬ್ಬಂದಿ ರೋಗಿಗಳನ್ನು ಸ್ಥಳಾಂತರಿಸಿದರು. ಘಟನೆ ಬಗ್ಗೆ ತನಿಖೆಗೆ ಆದೇಶಿಸಲಾಗಿದೆ ಎಂದು ಮುಖ್ಯಮಂತ್ರಿ ತಿಳಿಸಿದರು. ಮೃತರ ಕುಟುಂಬಗಳಿಗೆ ಪರಿಹಾರ ಘೋಷಿಸಲಾಗಿದೆ. <box>6 465 66 502</box>
story-text: ದಾವಣಗೆರೆ, ಅ. 5- ನಗರದ ಪ್ರಮುಖ ಆಸ್ಪತ್ರೆಯ ಐಸಿಯುನಲ್ಲಿ ಕಾಣಿಸಿಕೊಂಡ ಬೆಂಕಿ ಅವಘಡದಲ್ಲಿ ರೋಗಿಗಳು ಮೃತಪಟ್ಟಿದ್ದು ಹಲವರು ಗಾಯಗೊಂಡಿದ್ದಾರೆ. ಶಾರ್ಟ್ ಸರ್ಕ್ಯೂಟ್‌ನಿಂದ ಬೆಂಕಿ ಹೊತ್ತಿಕೊಂಡಿದೆ ಎಂದು ಶಂಕಿಸಲಾಗಿದೆ. ತಕ್ಷಣ ಕಾರ್ಯಾಚರಣೆ ನಡೆಸಿದ ಸಿಬ್ಬಂದಿ ರೋಗಿಗಳನ್ನು ಸ್ಥಳಾಂತರಿಸಿದರು. ಘಟನೆ ಬಗ್ಗೆ ತನಿಖೆಗೆ ಆದೇಶಿಸಲಾಗಿದೆ ಎಂದು ಮುಖ್ಯಮಂತ್ರಿ ತಿಳಿಸಿದರು. ಮೃತರ ಕುಟುಂಬಗಳಿಗೆ ಪರಿಹಾರ ಘೋಷಿಸಲಾಗಿದೆ. <box>224 253 337 280</box>
promo-phone: 94484 48101,97229 46800 <box>293 66 387 74</box>
story-text: ದಾವಣಗೆರೆ, ಅ. 5- ನಗರದ ಪ್ರಮುಖ ಆಸ್ಪತ್ರೆಯ ಐಸಿಯುನಲ್ಲಿ ಕಾಣಿಸಿಕೊಂಡ ಬೆಂಕಿ ಅವಘಡದಲ್ಲಿ ರೋಗಿಗಳು ಮೃತಪಟ್ಟಿದ್ದು ಹಲವರು ಗಾಯಗೊಂಡಿದ್ದಾರೆ. ಶಾರ್ಟ್ ಸರ್ಕ್ಯೂಟ್‌ನಿಂದ ಬೆಂಕಿ ಹೊತ್ತಿಕೊಂಡಿದೆ ಎಂದು ಶಂಕಿಸಲಾಗಿದೆ. ತಕ್ಷಣ ಕಾರ್ಯಾಚರಣೆ ನಡೆಸಿದ ಸಿಬ್ಬಂದಿ ರೋಗಿಗಳನ್ನು ಸ್ಥಳಾಂತರಿಸಿದರು. ಘಟನೆ ಬಗ್ಗೆ ತನಿಖೆಗೆ ಆದೇಶಿಸಲಾಗಿದೆ ಎಂದು ಮುಖ್ಯಮಂತ್ರಿ ತಿಳಿಸಿದರು. ಮೃತರ ಕುಟುಂಬಗಳಿಗೆ ಪರಿಹಾರ ಘೋಷಿಸಲಾಗಿದೆ. <box>357 437 394 502</box>
info-box-text: ದಾವಣಗೆರೆ, ಅ. 5- ನಗರದ ಪ್ರಮುಖ ಆಸ್ಪತ್ರೆಯ ಐಸಿಯುನಲ್ಲಿ ಕಾಣಿಸಿಕೊಂಡ ಬೆಂಕಿ ಅವಘಡದಲ್ಲಿ ರೋಗಿಗಳು ಮೃತಪಟ್ಟಿದ್ದು ಹಲವರು ಗಾಯಗೊಂಡಿದ್ದಾರೆ. ಶಾರ್ಟ್ ಸರ್ಕ್ಯೂಟ್‌ನಿಂದ ಬೆಂಕಿ ಹೊತ್ತಿಕೊಂಡಿದೆ ಎಂದು ಶಂಕಿಸಲಾಗಿದೆ. ತಕ್ಷಣ ಕಾರ್ಯಾಚರಣೆ ನಡೆಸಿದ ಸಿಬ್ಬಂದಿ ರೋಗಿಗಳನ್ನು ಸ್ಥಳಾಂತರಿಸಿದರು. ಘಟನೆ ಬಗ್ಗೆ ತನಿಖೆಗೆ ಆದೇಶಿಸಲಾಗಿದೆ ಎಂದು ಮುಖ್ಯಮಂತ್ರಿ ತಿಳಿಸಿದರು. ಮೃತರ ಕುಟುಂಬಗಳಿಗೆ ಪರಿಹಾರ ಘೋಷಿಸಲಾಗಿದೆ. <box>158 201 218 238</box>
story-text: ದಾವಣಗೆರೆ, ಅ. 5- ನಗರದ ಪ್ರಮುಖ ಆಸ್ಪತ್ರೆಯ ಐಸಿಯುನಲ್ಲಿ ಕಾಣಿಸಿಕೊಂಡ ಬೆಂಕಿ ಅವಘಡದಲ್ಲಿ ರೋಗಿಗಳು ಮೃತಪಟ್ಟಿದ್ದು ಹಲವರು ಗಾಯಗೊಂಡಿದ್ದಾರೆ. ಶಾರ್ಟ್ ಸರ್ಕ್ಯೂಟ್‌ನಿಂದ ಬೆಂಕಿ ಹೊತ್ತಿಕೊಂಡಿದೆ ಎಂದು ಶಂಕಿಸಲಾಗಿದೆ. ತಕ್ಷಣ ಕಾರ್ಯಾಚರಣೆ ನಡೆಸಿದ ಸಿಬ್ಬಂದಿ ರೋಗಿಗಳನ್ನು ಸ್ಥಳಾಂತರಿಸಿದರು. ಘಟನೆ ಬಗ್ಗೆ ತನಿಖೆಗೆ ಆದೇಶಿಸಲಾಗಿದೆ ಎಂದು ಮುಖ್ಯಮಂತ್ರಿ ತಿಳಿಸಿದರು. ಮೃತರ ಕುಟುಂಬಗಳಿಗೆ ಪರಿಹಾರ ಘೋಷಿಸಲಾಗಿದೆ. <box>115 474 158 529</box>
lead-story-continued <box>68 226 152 328</box>
newspaper-logo <box>6 24 284 76</box>
center-photo <box>170 345 316 407</box>
